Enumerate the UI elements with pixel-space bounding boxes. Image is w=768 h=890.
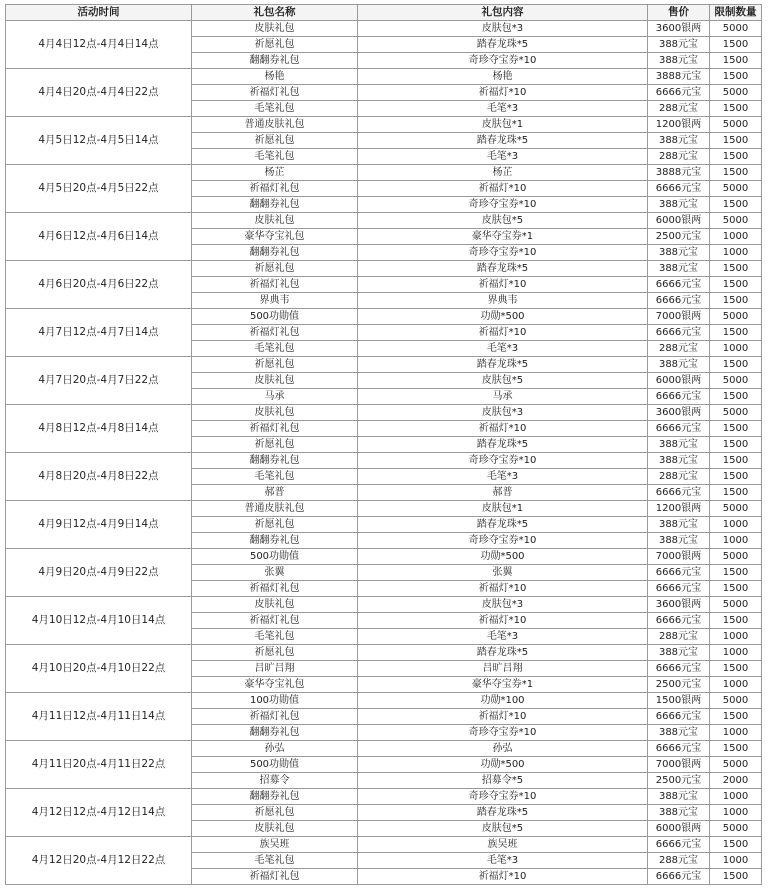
limit-cell: 1000	[710, 533, 762, 549]
gift-content-cell: 功勋*500	[358, 757, 648, 773]
gift-content-cell: 祈福灯*10	[358, 869, 648, 885]
gift-name-cell: 毛笔礼包	[192, 341, 358, 357]
price-cell: 388元宝	[648, 533, 710, 549]
limit-cell: 1000	[710, 805, 762, 821]
price-cell: 288元宝	[648, 101, 710, 117]
gift-content-cell: 皮肤包*3	[358, 405, 648, 421]
price-cell: 388元宝	[648, 261, 710, 277]
limit-cell: 1500	[710, 453, 762, 469]
limit-cell: 1500	[710, 661, 762, 677]
gift-content-cell: 祈福灯*10	[358, 277, 648, 293]
price-cell: 388元宝	[648, 805, 710, 821]
table-row	[6, 261, 762, 277]
price-cell: 3600银两	[648, 405, 710, 421]
gift-name-cell: 招募令	[192, 773, 358, 789]
gift-name-cell: 皮肤礼包	[192, 373, 358, 389]
limit-cell: 1500	[710, 149, 762, 165]
price-cell: 7000银两	[648, 757, 710, 773]
limit-cell: 5000	[710, 309, 762, 325]
gift-name-cell: 马承	[192, 389, 358, 405]
gift-content-cell: 豪华夺宝券*1	[358, 677, 648, 693]
gift-content-cell: 皮肤包*5	[358, 821, 648, 837]
gift-content-cell: 皮肤包*5	[358, 213, 648, 229]
price-cell: 388元宝	[648, 517, 710, 533]
gift-name-cell: 毛笔礼包	[192, 469, 358, 485]
gift-content-cell: 奇珍夺宝券*10	[358, 53, 648, 69]
gift-name-cell: 翻翻券礼包	[192, 789, 358, 805]
gift-name-cell: 祈福灯礼包	[192, 709, 358, 725]
gift-name-cell: 杨芷	[192, 165, 358, 181]
table-row	[6, 405, 762, 421]
activity-time-cell: 4月9日20点-4月9日22点	[6, 549, 192, 597]
gift-content-cell: 祈福灯*10	[358, 325, 648, 341]
gift-name-cell: 皮肤礼包	[192, 405, 358, 421]
price-cell: 288元宝	[648, 469, 710, 485]
limit-cell: 1500	[710, 101, 762, 117]
price-cell: 6666元宝	[648, 421, 710, 437]
gift-name-cell: 普通皮肤礼包	[192, 117, 358, 133]
gift-content-cell: 孙弘	[358, 741, 648, 757]
gift-name-cell: 毛笔礼包	[192, 629, 358, 645]
gift-name-cell: 毛笔礼包	[192, 101, 358, 117]
gift-name-cell: 皮肤礼包	[192, 597, 358, 613]
limit-cell: 1000	[710, 789, 762, 805]
gift-name-cell: 张翼	[192, 565, 358, 581]
gift-content-cell: 踏春龙珠*5	[358, 261, 648, 277]
header-price: 售价	[648, 5, 710, 21]
gift-name-cell: 祈愿礼包	[192, 261, 358, 277]
activity-time-cell: 4月6日20点-4月6日22点	[6, 261, 192, 309]
limit-cell: 1500	[710, 389, 762, 405]
price-cell: 388元宝	[648, 133, 710, 149]
limit-cell: 1000	[710, 245, 762, 261]
gift-content-cell: 祈福灯*10	[358, 421, 648, 437]
table-row	[6, 357, 762, 373]
activity-time-cell: 4月4日20点-4月4日22点	[6, 69, 192, 117]
table-row	[6, 645, 762, 661]
gift-name-cell: 祈愿礼包	[192, 805, 358, 821]
activity-time-cell: 4月7日12点-4月7日14点	[6, 309, 192, 357]
header-activity-time: 活动时间	[6, 5, 192, 21]
limit-cell: 1000	[710, 517, 762, 533]
gift-name-cell: 祈愿礼包	[192, 517, 358, 533]
price-cell: 3600银两	[648, 21, 710, 37]
price-cell: 6666元宝	[648, 661, 710, 677]
price-cell: 288元宝	[648, 629, 710, 645]
limit-cell: 1500	[710, 421, 762, 437]
gift-content-cell: 奇珍夺宝券*10	[358, 197, 648, 213]
gift-name-cell: 翻翻券礼包	[192, 197, 358, 213]
gift-content-cell: 祈福灯*10	[358, 709, 648, 725]
gift-content-cell: 毛笔*3	[358, 101, 648, 117]
gift-name-cell: 祈福灯礼包	[192, 181, 358, 197]
limit-cell: 5000	[710, 405, 762, 421]
price-cell: 6666元宝	[648, 709, 710, 725]
gift-name-cell: 毛笔礼包	[192, 853, 358, 869]
gift-name-cell: 界典韦	[192, 293, 358, 309]
limit-cell: 1000	[710, 853, 762, 869]
table-row	[6, 837, 762, 853]
gift-content-cell: 皮肤包*3	[358, 597, 648, 613]
gift-schedule-table	[5, 4, 762, 885]
gift-content-cell: 奇珍夺宝券*10	[358, 533, 648, 549]
gift-name-cell: 郝普	[192, 485, 358, 501]
price-cell: 2500元宝	[648, 677, 710, 693]
limit-cell: 1500	[710, 133, 762, 149]
gift-content-cell: 皮肤包*1	[358, 117, 648, 133]
price-cell: 6666元宝	[648, 293, 710, 309]
limit-cell: 1500	[710, 293, 762, 309]
price-cell: 6666元宝	[648, 85, 710, 101]
gift-name-cell: 祈福灯礼包	[192, 85, 358, 101]
gift-content-cell: 毛笔*3	[358, 469, 648, 485]
gift-name-cell: 皮肤礼包	[192, 21, 358, 37]
gift-name-cell: 族吴班	[192, 837, 358, 853]
limit-cell: 1500	[710, 53, 762, 69]
activity-time-cell: 4月4日12点-4月4日14点	[6, 21, 192, 69]
header-limit: 限制数量	[710, 5, 762, 21]
gift-name-cell: 100功勋值	[192, 693, 358, 709]
limit-cell: 1500	[710, 69, 762, 85]
limit-cell: 5000	[710, 117, 762, 133]
gift-content-cell: 杨艳	[358, 69, 648, 85]
table-row	[6, 693, 762, 709]
gift-content-cell: 祈福灯*10	[358, 181, 648, 197]
price-cell: 3888元宝	[648, 165, 710, 181]
gift-name-cell: 豪华夺宝礼包	[192, 677, 358, 693]
price-cell: 3600银两	[648, 597, 710, 613]
gift-content-cell: 奇珍夺宝券*10	[358, 245, 648, 261]
gift-name-cell: 500功勋值	[192, 757, 358, 773]
price-cell: 6666元宝	[648, 565, 710, 581]
gift-content-cell: 杨芷	[358, 165, 648, 181]
price-cell: 388元宝	[648, 789, 710, 805]
gift-name-cell: 祈愿礼包	[192, 645, 358, 661]
gift-content-cell: 皮肤包*3	[358, 21, 648, 37]
limit-cell: 1500	[710, 37, 762, 53]
price-cell: 388元宝	[648, 357, 710, 373]
gift-name-cell: 豪华夺宝礼包	[192, 229, 358, 245]
activity-time-cell: 4月7日20点-4月7日22点	[6, 357, 192, 405]
gift-content-cell: 踏春龙珠*5	[358, 437, 648, 453]
gift-name-cell: 吕旷吕翔	[192, 661, 358, 677]
price-cell: 6666元宝	[648, 181, 710, 197]
gift-content-cell: 祈福灯*10	[358, 613, 648, 629]
price-cell: 6666元宝	[648, 741, 710, 757]
price-cell: 1500银两	[648, 693, 710, 709]
table-row	[6, 69, 762, 85]
gift-name-cell: 翻翻券礼包	[192, 245, 358, 261]
gift-name-cell: 翻翻券礼包	[192, 533, 358, 549]
limit-cell: 1000	[710, 629, 762, 645]
limit-cell: 5000	[710, 757, 762, 773]
price-cell: 1200银两	[648, 117, 710, 133]
gift-content-cell: 毛笔*3	[358, 341, 648, 357]
limit-cell: 1000	[710, 645, 762, 661]
activity-time-cell: 4月9日12点-4月9日14点	[6, 501, 192, 549]
limit-cell: 5000	[710, 693, 762, 709]
gift-content-cell: 马承	[358, 389, 648, 405]
limit-cell: 1500	[710, 325, 762, 341]
activity-time-cell: 4月11日20点-4月11日22点	[6, 741, 192, 789]
gift-name-cell: 500功勋值	[192, 309, 358, 325]
gift-content-cell: 毛笔*3	[358, 629, 648, 645]
gift-name-cell: 翻翻券礼包	[192, 453, 358, 469]
gift-name-cell: 祈福灯礼包	[192, 581, 358, 597]
price-cell: 3888元宝	[648, 69, 710, 85]
limit-cell: 5000	[710, 21, 762, 37]
limit-cell: 5000	[710, 85, 762, 101]
price-cell: 388元宝	[648, 437, 710, 453]
gift-name-cell: 祈福灯礼包	[192, 421, 358, 437]
price-cell: 288元宝	[648, 853, 710, 869]
header-row	[6, 5, 762, 21]
gift-content-cell: 踏春龙珠*5	[358, 517, 648, 533]
limit-cell: 1000	[710, 677, 762, 693]
gift-content-cell: 奇珍夺宝券*10	[358, 453, 648, 469]
limit-cell: 1500	[710, 741, 762, 757]
price-cell: 288元宝	[648, 341, 710, 357]
activity-time-cell: 4月8日20点-4月8日22点	[6, 453, 192, 501]
activity-time-cell: 4月8日12点-4月8日14点	[6, 405, 192, 453]
table-body	[6, 21, 762, 885]
gift-content-cell: 族吴班	[358, 837, 648, 853]
gift-content-cell: 招募令*5	[358, 773, 648, 789]
limit-cell: 1500	[710, 613, 762, 629]
gift-content-cell: 踏春龙珠*5	[358, 645, 648, 661]
gift-name-cell: 普通皮肤礼包	[192, 501, 358, 517]
gift-content-cell: 祈福灯*10	[358, 85, 648, 101]
table-row	[6, 501, 762, 517]
activity-time-cell: 4月6日12点-4月6日14点	[6, 213, 192, 261]
gift-name-cell: 祈福灯礼包	[192, 277, 358, 293]
price-cell: 388元宝	[648, 453, 710, 469]
limit-cell: 1500	[710, 277, 762, 293]
gift-name-cell: 翻翻券礼包	[192, 725, 358, 741]
gift-content-cell: 皮肤包*1	[358, 501, 648, 517]
table-row	[6, 597, 762, 613]
gift-name-cell: 皮肤礼包	[192, 213, 358, 229]
gift-content-cell: 张翼	[358, 565, 648, 581]
price-cell: 1200银两	[648, 501, 710, 517]
price-cell: 388元宝	[648, 245, 710, 261]
limit-cell: 1000	[710, 725, 762, 741]
gift-name-cell: 祈愿礼包	[192, 37, 358, 53]
gift-content-cell: 踏春龙珠*5	[358, 357, 648, 373]
activity-time-cell: 4月5日20点-4月5日22点	[6, 165, 192, 213]
limit-cell: 1500	[710, 485, 762, 501]
table-row	[6, 453, 762, 469]
table-row	[6, 213, 762, 229]
price-cell: 6666元宝	[648, 581, 710, 597]
gift-name-cell: 祈福灯礼包	[192, 869, 358, 885]
gift-content-cell: 奇珍夺宝券*10	[358, 789, 648, 805]
gift-content-cell: 界典韦	[358, 293, 648, 309]
gift-content-cell: 皮肤包*5	[358, 373, 648, 389]
price-cell: 6666元宝	[648, 837, 710, 853]
limit-cell: 1500	[710, 837, 762, 853]
price-cell: 6666元宝	[648, 613, 710, 629]
gift-name-cell: 杨艳	[192, 69, 358, 85]
price-cell: 6000银两	[648, 373, 710, 389]
activity-time-cell: 4月10日12点-4月10日14点	[6, 597, 192, 645]
gift-content-cell: 功勋*500	[358, 549, 648, 565]
price-cell: 388元宝	[648, 53, 710, 69]
table-row	[6, 165, 762, 181]
limit-cell: 1500	[710, 165, 762, 181]
gift-content-cell: 吕旷吕翔	[358, 661, 648, 677]
gift-name-cell: 500功勋值	[192, 549, 358, 565]
gift-content-cell: 功勋*500	[358, 309, 648, 325]
gift-content-cell: 豪华夺宝券*1	[358, 229, 648, 245]
limit-cell: 1500	[710, 709, 762, 725]
limit-cell: 1500	[710, 437, 762, 453]
gift-content-cell: 功勋*100	[358, 693, 648, 709]
header-gift-name: 礼包名称	[192, 5, 358, 21]
gift-content-cell: 踏春龙珠*5	[358, 805, 648, 821]
price-cell: 388元宝	[648, 645, 710, 661]
limit-cell: 5000	[710, 549, 762, 565]
gift-content-cell: 毛笔*3	[358, 149, 648, 165]
price-cell: 288元宝	[648, 149, 710, 165]
limit-cell: 5000	[710, 373, 762, 389]
activity-time-cell: 4月10日20点-4月10日22点	[6, 645, 192, 693]
price-cell: 6666元宝	[648, 325, 710, 341]
gift-name-cell: 祈愿礼包	[192, 437, 358, 453]
price-cell: 6000银两	[648, 213, 710, 229]
limit-cell: 1500	[710, 869, 762, 885]
limit-cell: 5000	[710, 181, 762, 197]
table-row	[6, 21, 762, 37]
limit-cell: 1500	[710, 261, 762, 277]
header-gift-content: 礼包内容	[358, 5, 648, 21]
table-row	[6, 309, 762, 325]
gift-name-cell: 翻翻券礼包	[192, 53, 358, 69]
gift-name-cell: 祈愿礼包	[192, 357, 358, 373]
price-cell: 6666元宝	[648, 277, 710, 293]
gift-content-cell: 郝普	[358, 485, 648, 501]
price-cell: 2500元宝	[648, 229, 710, 245]
limit-cell: 1500	[710, 469, 762, 485]
limit-cell: 5000	[710, 501, 762, 517]
price-cell: 6666元宝	[648, 389, 710, 405]
price-cell: 7000银两	[648, 549, 710, 565]
limit-cell: 2000	[710, 773, 762, 789]
limit-cell: 1000	[710, 229, 762, 245]
gift-name-cell: 祈福灯礼包	[192, 325, 358, 341]
price-cell: 6000银两	[648, 821, 710, 837]
gift-name-cell: 祈福灯礼包	[192, 613, 358, 629]
gift-name-cell: 孙弘	[192, 741, 358, 757]
table-row	[6, 117, 762, 133]
gift-name-cell: 毛笔礼包	[192, 149, 358, 165]
price-cell: 7000银两	[648, 309, 710, 325]
gift-content-cell: 踏春龙珠*5	[358, 133, 648, 149]
limit-cell: 1500	[710, 357, 762, 373]
activity-time-cell: 4月12日20点-4月12日22点	[6, 837, 192, 885]
limit-cell: 5000	[710, 213, 762, 229]
price-cell: 2500元宝	[648, 773, 710, 789]
gift-name-cell: 皮肤礼包	[192, 821, 358, 837]
price-cell: 388元宝	[648, 37, 710, 53]
price-cell: 6666元宝	[648, 869, 710, 885]
limit-cell: 5000	[710, 821, 762, 837]
gift-name-cell: 祈愿礼包	[192, 133, 358, 149]
limit-cell: 1500	[710, 581, 762, 597]
limit-cell: 5000	[710, 597, 762, 613]
gift-content-cell: 毛笔*3	[358, 853, 648, 869]
limit-cell: 1500	[710, 197, 762, 213]
limit-cell: 1000	[710, 341, 762, 357]
table-row	[6, 549, 762, 565]
price-cell: 6666元宝	[648, 485, 710, 501]
activity-time-cell: 4月11日12点-4月11日14点	[6, 693, 192, 741]
table-row	[6, 741, 762, 757]
activity-time-cell: 4月5日12点-4月5日14点	[6, 117, 192, 165]
gift-content-cell: 祈福灯*10	[358, 581, 648, 597]
price-cell: 388元宝	[648, 725, 710, 741]
activity-time-cell: 4月12日12点-4月12日14点	[6, 789, 192, 837]
gift-content-cell: 踏春龙珠*5	[358, 37, 648, 53]
gift-content-cell: 奇珍夺宝券*10	[358, 725, 648, 741]
price-cell: 388元宝	[648, 197, 710, 213]
limit-cell: 1500	[710, 565, 762, 581]
table-row	[6, 789, 762, 805]
